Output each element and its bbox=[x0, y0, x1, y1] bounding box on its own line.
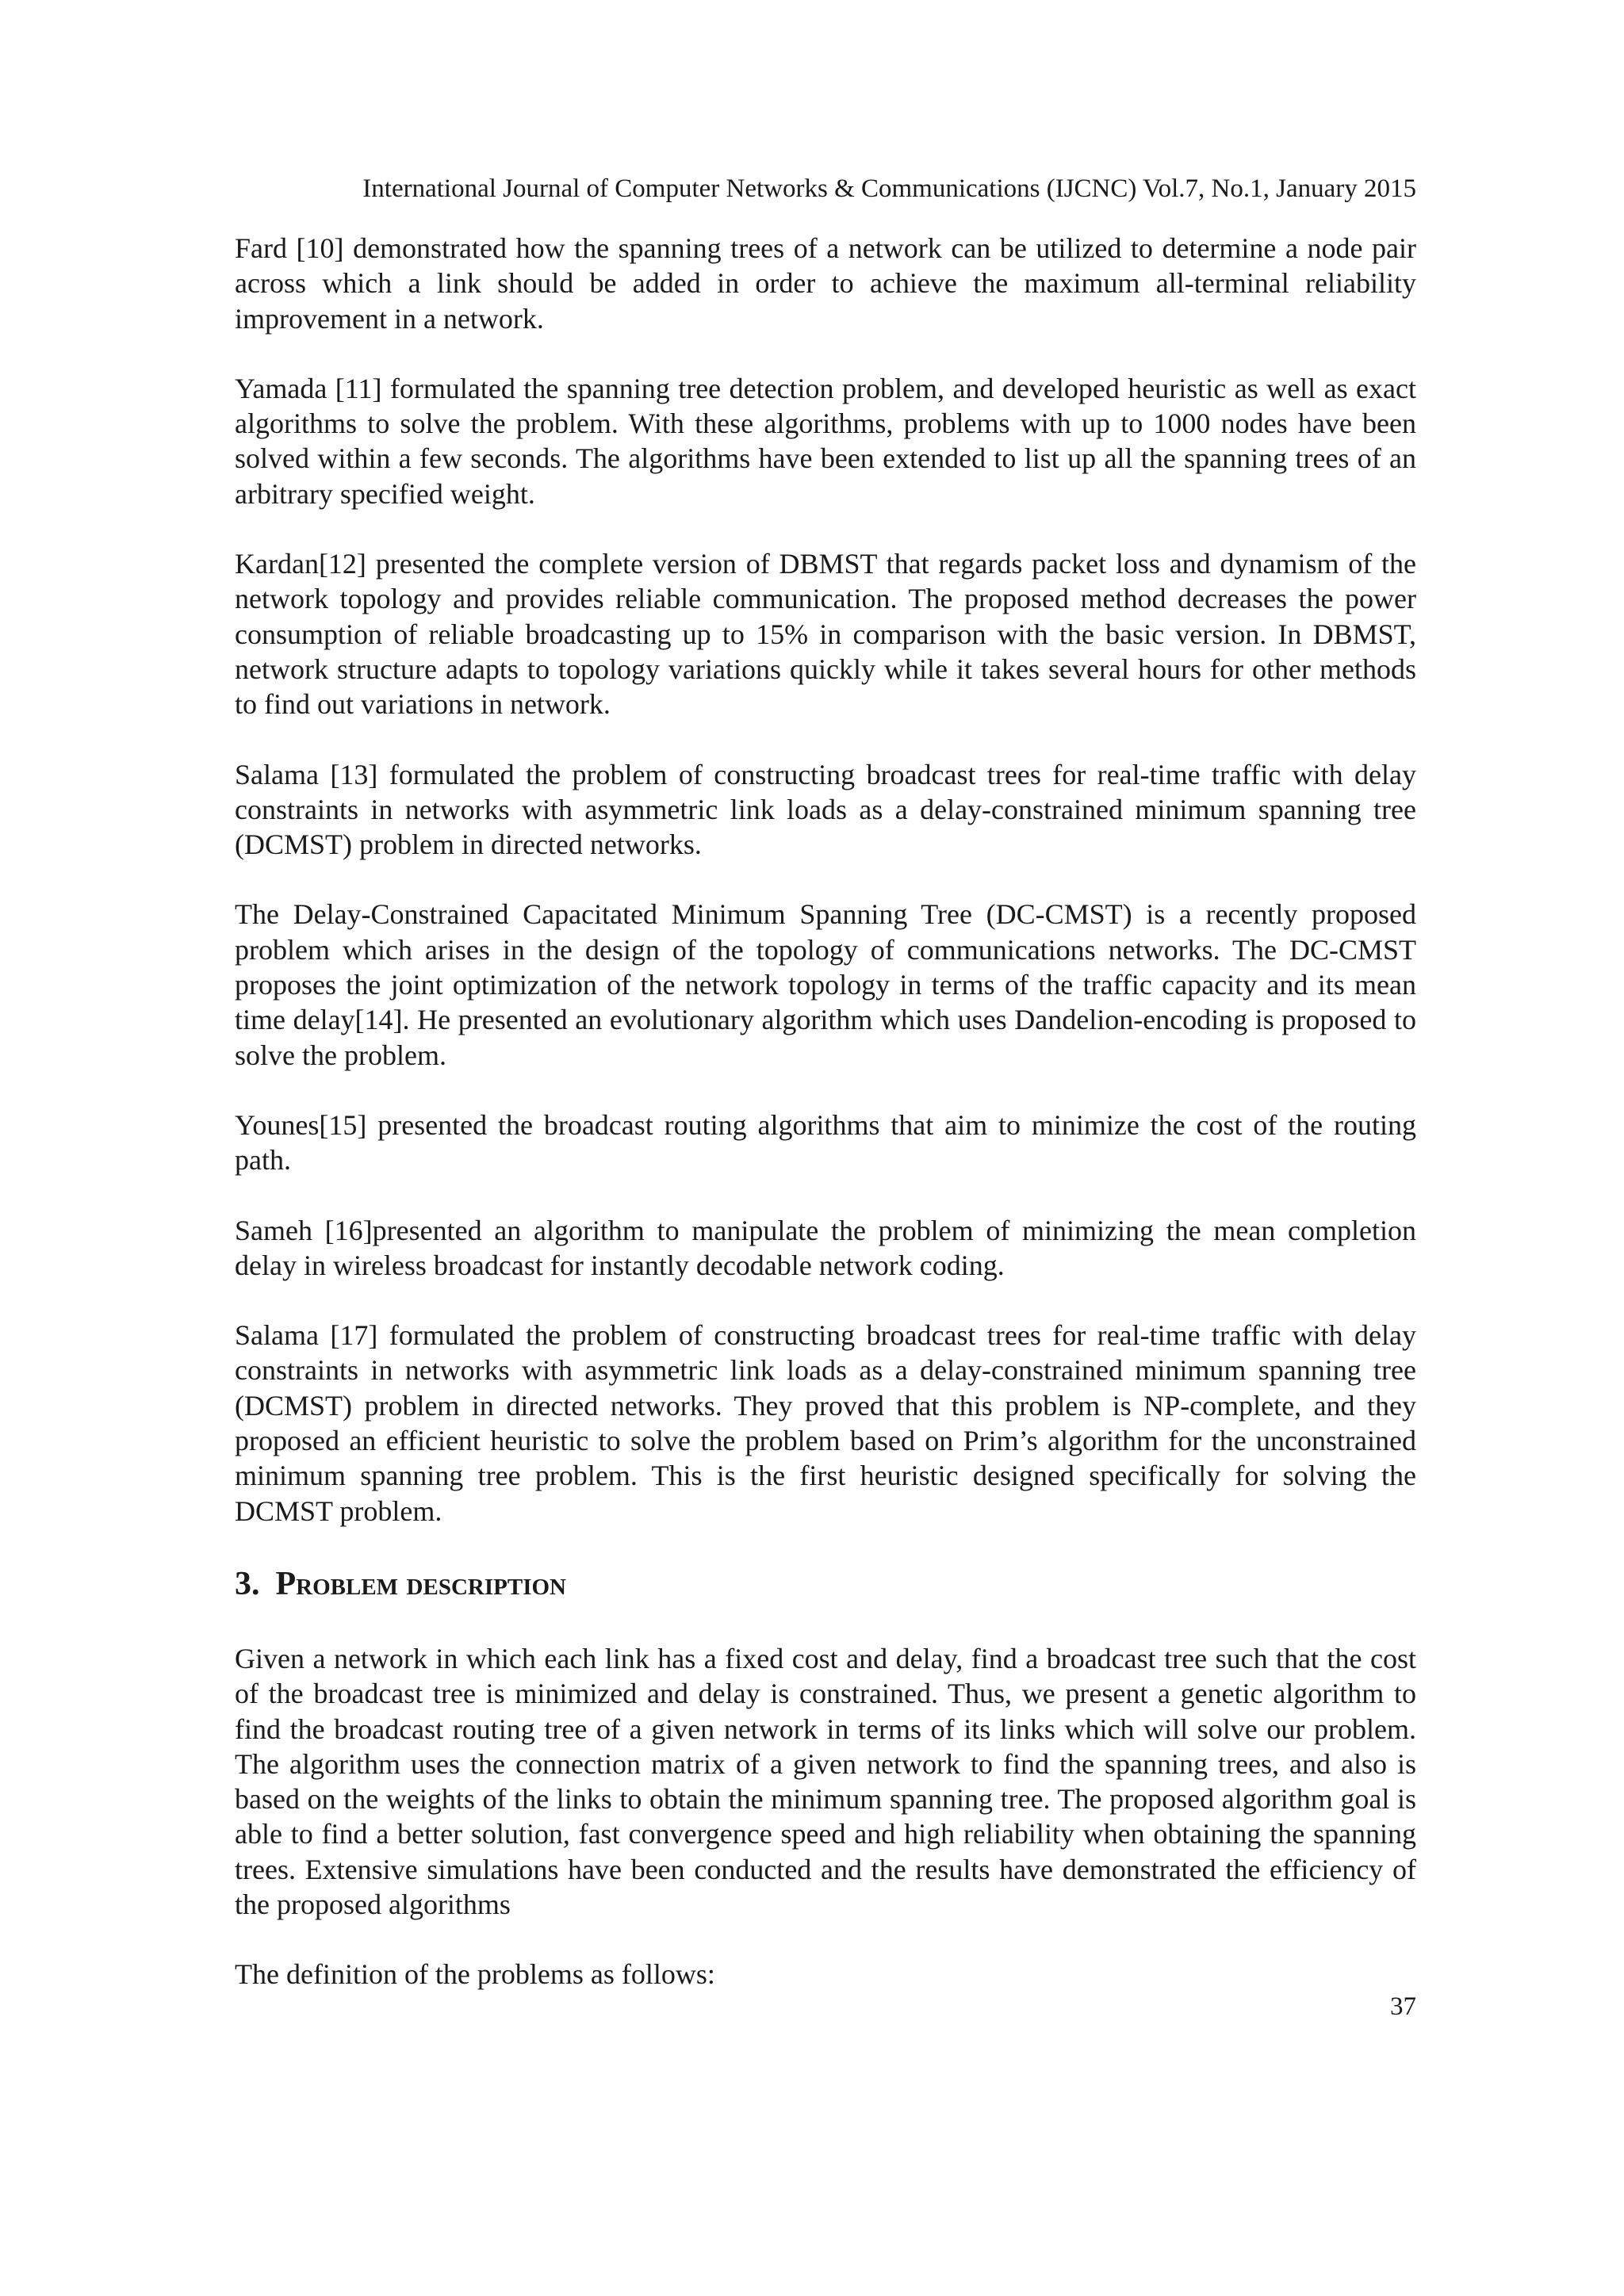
section-title: Problem description bbox=[275, 1565, 566, 1602]
paragraph-yamada: Yamada [11] formulated the spanning tree detection problem, and developed heuristic as well as exact algorithms to solve the problem. With these algorithms, problems with up to 1000 nodes have been solved within a few seconds. The algorithms have been extended to list up all the spanning trees of an arbitrary specified weight. bbox=[235, 372, 1416, 510]
page-body bbox=[235, 231, 1416, 2027]
paragraph-younes: Younes[15] presented the broadcast routing algorithms that aim to minimize the cost of the routing path. bbox=[235, 1108, 1416, 1177]
paragraph-salama-13: Salama [13] formulated the problem of constructing broadcast trees for real-time traffic with delay constraints in networks with asymmetric link loads as a delay-constrained minimum spanning tree (DCMST) problem in directed networks. bbox=[235, 758, 1416, 861]
paragraph-problem-description: Given a network in which each link has a fixed cost and delay, find a broadcast tree such that the cost of the broadcast tree is minimized and delay is constrained. Thus, we present a genetic algorithm to find the broadcast routing tree of a given network in terms of its links which will solve our problem. The algorithm uses the connection matrix of a given network to find the spanning trees, and also is based on the weights of the links to obtain the minimum spanning tree. The proposed algorithm goal is able to find a better solution, fast convergence speed and high reliability when obtaining the spanning trees. Extensive simulations have been conducted and the results have demonstrated the efficiency of the proposed algorithms bbox=[235, 1642, 1416, 1920]
paragraph-dc-cmst: The Delay-Constrained Capacitated Minimum Spanning Tree (DC-CMST) is a recently proposed problem which arises in the design of the topology of communications networks. The DC-CMST proposes the joint optimization of the network topology in terms of the traffic capacity and its mean time delay[14]. He presented an evolutionary algorithm which uses Dandelion-encoding is proposed to solve the problem. bbox=[235, 898, 1416, 1071]
paragraph-sameh: Sameh [16]presented an algorithm to manipulate the problem of minimizing the mean completion delay in wireless broadcast for instantly decodable network coding. bbox=[235, 1214, 1416, 1281]
section-heading bbox=[235, 1563, 1416, 1605]
running-header: International Journal of Computer Networks & Communications (IJCNC) Vol.7, No.1, January 2015 bbox=[362, 174, 1416, 203]
page-number: 37 bbox=[1390, 1992, 1416, 2021]
paragraph-fard: Fard [10] demonstrated how the spanning trees of a network can be utilized to determine a node pair across which a link should be added in order to achieve the maximum all-terminal reliability improvement in a network. bbox=[235, 232, 1416, 335]
paragraph-definition-intro: The definition of the problems as follows: bbox=[235, 1958, 715, 1991]
paragraph-kardan: Kardan[12] presented the complete version of DBMST that regards packet loss and dynamism of the network topology and provides reliable communication. The proposed method decreases the power consumption of reliable broadcasting up to 15% in comparison with the basic version. In DBMST, network structure adapts to topology variations quickly while it takes several hours for other methods to find out variations in network. bbox=[235, 548, 1416, 721]
paragraph-salama-17: Salama [17] formulated the problem of constructing broadcast trees for real-time traffic with delay constraints in networks with asymmetric link loads as a delay-constrained minimum spanning tree (DCMST) problem in directed networks. They proved that this problem is NP-complete, and they proposed an efficient heuristic to solve the problem based on Prim’s algorithm for the unconstrained minimum spanning tree problem. This is the first heuristic designed specifically for solving the DCMST problem. bbox=[235, 1319, 1416, 1527]
section-number: 3. bbox=[235, 1565, 260, 1602]
